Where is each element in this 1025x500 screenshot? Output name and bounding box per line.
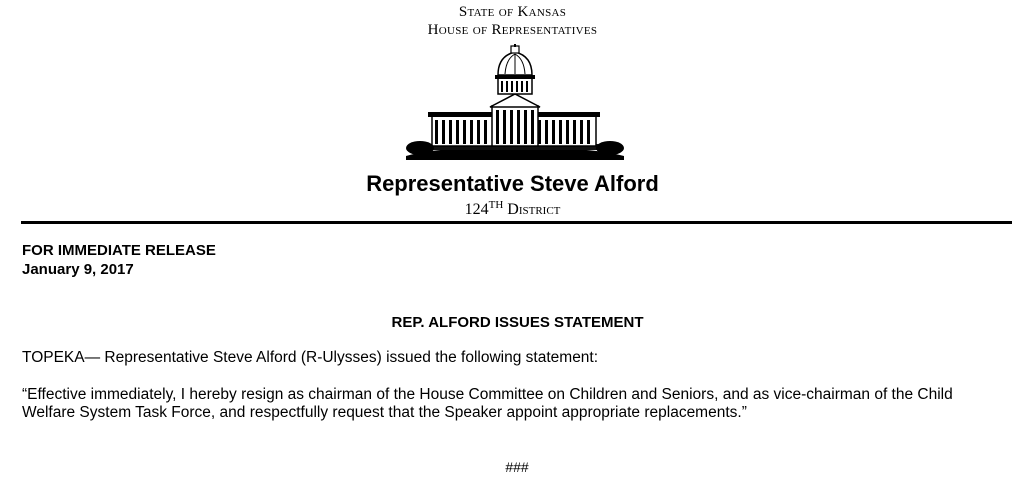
capitol-building-icon: [398, 44, 630, 164]
district-word: District: [507, 201, 561, 218]
district-number: 124: [464, 201, 489, 218]
district-line: [0, 199, 1025, 219]
representative-name: Representative Steve Alford: [366, 171, 659, 196]
statement-intro: TOPEKA— Representative Steve Alford (R-Ulysses) issued the following statement:: [22, 349, 599, 366]
release-date: January 9, 2017: [22, 261, 134, 278]
release-label: FOR IMMEDIATE RELEASE: [22, 242, 216, 259]
state-heading: State of Kansas: [458, 4, 567, 20]
header-divider: [21, 221, 1012, 224]
statement-quote: “Effective immediately, I hereby resign as chairman of the House Committee on Children and Seniors, and as vice-chairman of the Child Welfare System Task Force, and respectfully request that the Speaker appoint appropriate replacements.”: [22, 386, 953, 421]
district-suffix: TH: [488, 199, 504, 211]
chamber-heading: House of Representatives: [427, 22, 598, 38]
end-mark: ###: [505, 459, 529, 475]
statement-headline: REP. ALFORD ISSUES STATEMENT: [391, 314, 644, 331]
